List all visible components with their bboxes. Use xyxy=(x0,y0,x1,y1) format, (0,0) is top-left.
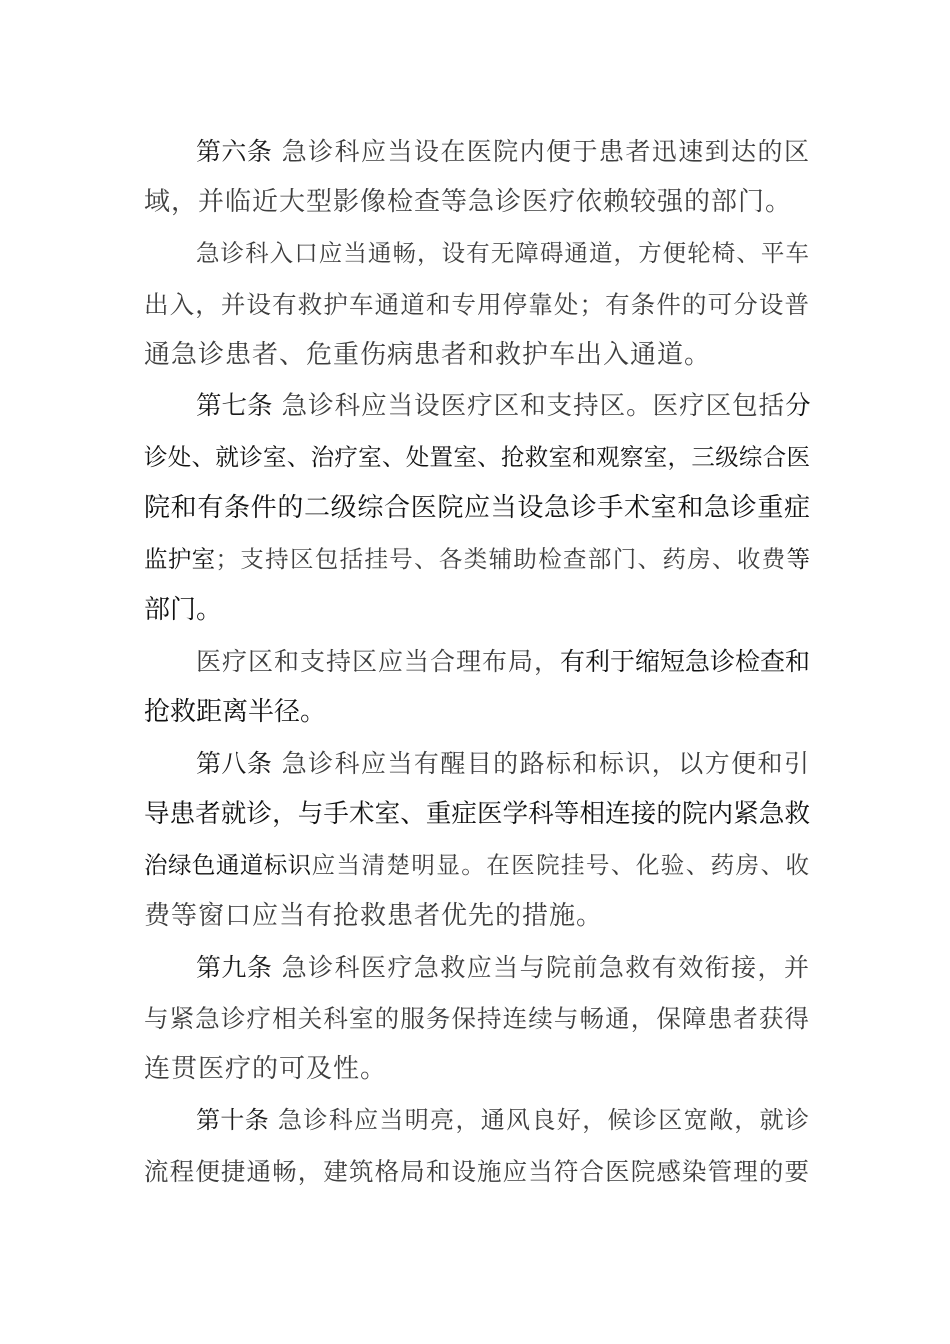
text-line xyxy=(144,330,810,381)
text-line xyxy=(144,126,810,177)
text-line xyxy=(144,1044,810,1095)
emphasized-text: 有利于缩短急诊检查和 xyxy=(560,647,811,676)
text-line xyxy=(144,585,810,636)
text-line xyxy=(144,942,810,993)
emphasized-text: 院和有条件的二级综合医院应当设急诊手术室和急诊重症 xyxy=(144,493,810,523)
body-text: 连贯医疗的可及性。 xyxy=(144,1054,388,1084)
emphasized-text: 部门。 xyxy=(144,595,223,625)
text-line xyxy=(144,738,810,789)
emphasized-text: 诊处、就诊室、治疗室、处置室、抢救室和观察室，三级综合医 xyxy=(144,443,810,471)
emphasized-text: 监护室 xyxy=(144,545,216,573)
text-line xyxy=(144,177,810,228)
emphasized-text: 导患者就诊，与手术室、重症医学科等相连接的院内紧急救 xyxy=(144,799,810,829)
article-heading: 第八条 xyxy=(196,749,273,778)
body-text: 域，并临近大型影像检查等急诊医疗依赖较强的部门。 xyxy=(144,187,793,217)
emphasized-text: 分 xyxy=(785,391,811,421)
text-line xyxy=(144,993,810,1044)
body-text: 急诊科应当有醒目的路标和标识，以方便和引 xyxy=(272,749,810,778)
body-text: 费等窗口应当有抢救患者优先的措施。 xyxy=(144,901,604,931)
text-line xyxy=(144,687,810,738)
body-text: 急诊科应当设医疗区和支持区。医疗区包括 xyxy=(272,391,786,421)
body-text: 急诊科医疗急救应当与院前急救有效衔接，并 xyxy=(272,953,810,982)
text-line xyxy=(144,432,810,483)
text-line xyxy=(144,891,810,942)
article-heading: 第九条 xyxy=(196,953,273,982)
emphasized-text: 等 xyxy=(786,545,811,573)
text-line xyxy=(144,534,810,585)
text-line xyxy=(144,789,810,840)
body-text: 流程便捷通畅，建筑格局和设施应当符合医院感染管理的要 xyxy=(144,1157,810,1186)
article-heading: 第六条 xyxy=(196,137,273,166)
document-body xyxy=(144,126,810,1197)
body-text: 急诊科应当明亮，通风良好，候诊区宽敞，就诊 xyxy=(269,1106,810,1134)
text-line xyxy=(144,1146,810,1197)
body-text: 医疗区和支持区应当合理布局， xyxy=(196,647,561,676)
text-line xyxy=(144,483,810,534)
body-text: 与紧急诊疗相关科室的服务保持连续与畅通，保障患者获得 xyxy=(144,1004,810,1033)
body-text: 急诊科应当设在医院内便于患者迅速到达的区 xyxy=(272,137,810,166)
text-line xyxy=(144,636,810,687)
emphasized-text: 抢救距离半径。 xyxy=(144,697,327,727)
article-heading: 第七条 xyxy=(196,391,273,421)
body-text: ；支持区包括挂号、各类辅助检查部门、药房、收费 xyxy=(215,545,787,573)
body-text: 通急诊患者、危重伤病患者和救护车出入通道。 xyxy=(144,340,712,370)
text-line xyxy=(144,228,810,279)
document-page xyxy=(144,126,810,1197)
body-text: 应当清楚明显。在医院挂号、化验、药房、收 xyxy=(311,851,811,879)
body-text: 出入，并设有救护车通道和专用停靠处；有条件的可分设普 xyxy=(144,290,810,319)
emphasized-text: 治绿色通道标识 xyxy=(144,851,312,879)
text-line xyxy=(144,1095,810,1146)
article-heading: 第十条 xyxy=(196,1106,270,1134)
text-line xyxy=(144,279,810,330)
text-line xyxy=(144,840,810,891)
text-line xyxy=(144,381,810,432)
body-text: 急诊科入口应当通畅，设有无障碍通道，方便轮椅、平车 xyxy=(196,239,810,267)
